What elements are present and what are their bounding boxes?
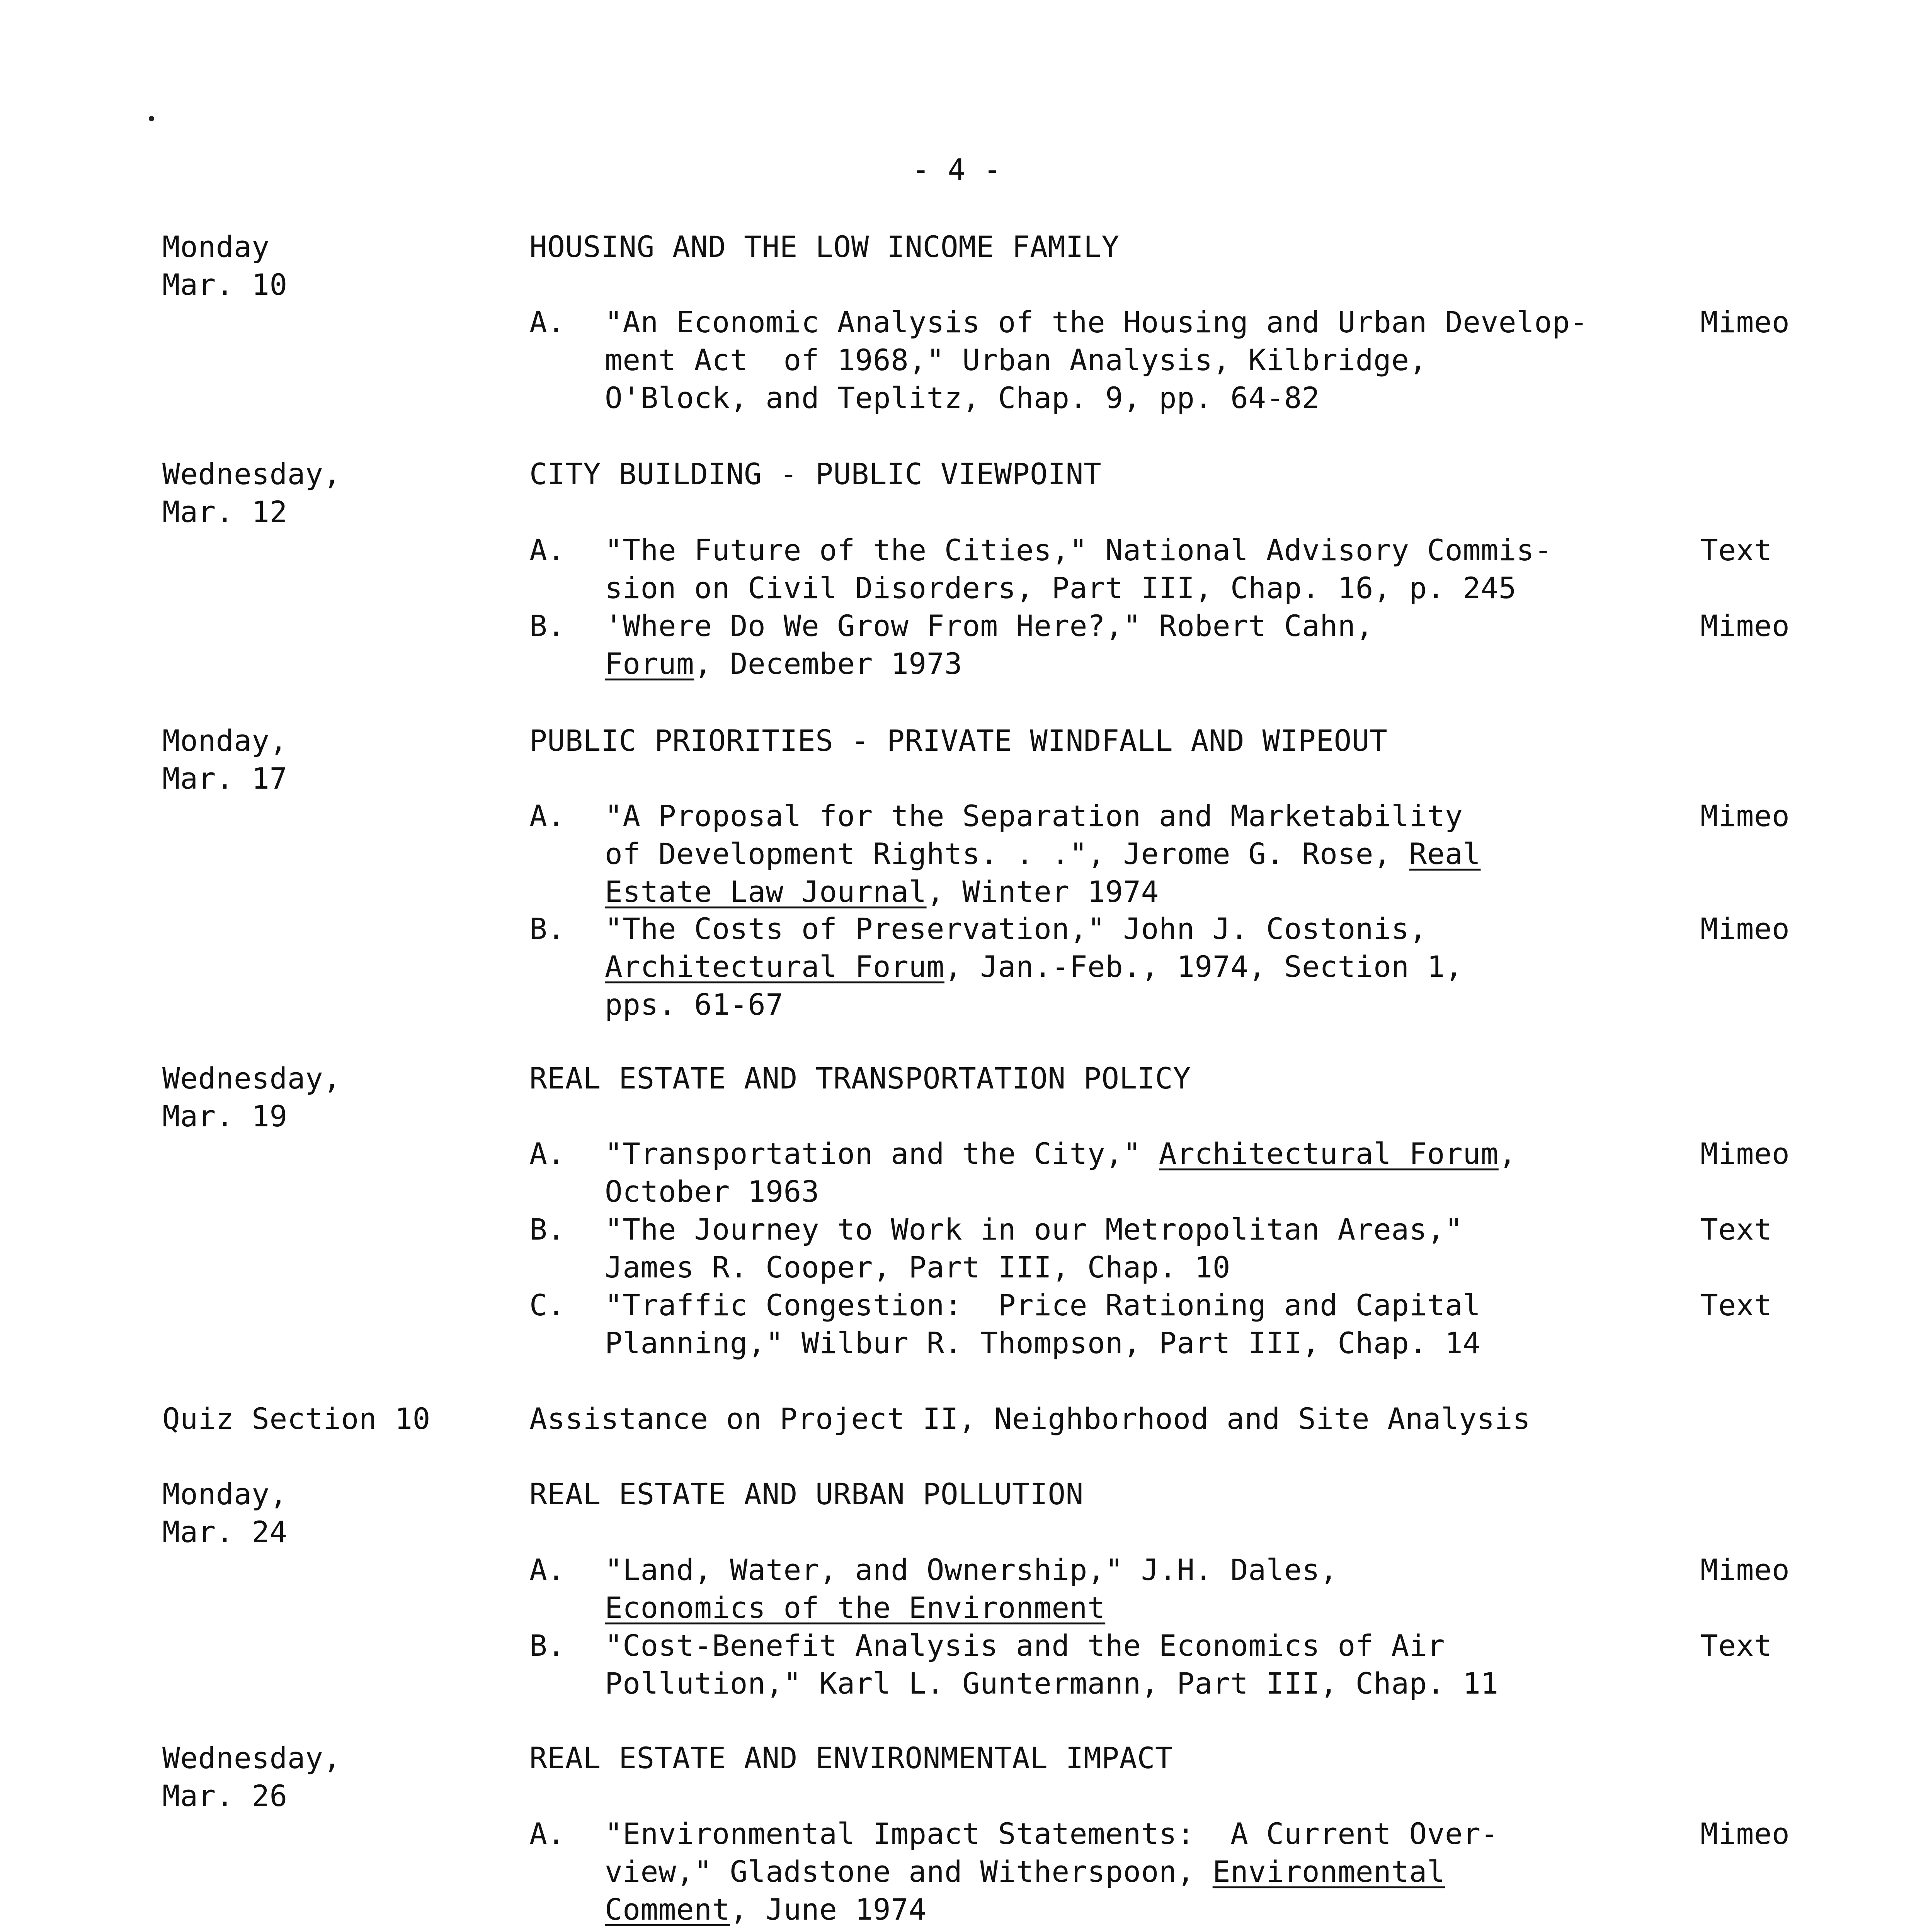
item-source: Mimeo bbox=[1700, 1816, 1790, 1851]
reading-line: "Land, Water, and Ownership," J.H. Dales, bbox=[605, 1553, 1338, 1587]
session-date: Mar. 19 bbox=[162, 1099, 288, 1133]
reading-line bbox=[605, 1589, 1105, 1627]
item-source: Mimeo bbox=[1700, 799, 1790, 833]
citation-detail: "Transportation and the City," bbox=[605, 1136, 1159, 1171]
publication-title: Environmental bbox=[1212, 1854, 1445, 1889]
publication-title: Real bbox=[1409, 837, 1481, 871]
reading-line: 'Where Do We Grow From Here?," Robert Cahn, bbox=[605, 609, 1374, 643]
item-letter: A. bbox=[529, 1136, 565, 1171]
reading-line: "The Journey to Work in our Metropolitan Areas," bbox=[605, 1212, 1463, 1247]
item-letter: B. bbox=[529, 912, 565, 946]
session-heading: REAL ESTATE AND ENVIRONMENTAL IMPACT bbox=[529, 1741, 1173, 1775]
reading-line: Planning," Wilbur R. Thompson, Part III, Chap. 14 bbox=[605, 1326, 1481, 1360]
item-letter: B. bbox=[529, 1628, 565, 1663]
reading-line: "The Costs of Preservation," John J. Costonis, bbox=[605, 912, 1427, 946]
publication-title: Economics of the Environment bbox=[605, 1590, 1106, 1625]
session-date: Mar. 12 bbox=[162, 495, 288, 529]
citation-detail: of Development Rights. . .", Jerome G. Rose, bbox=[605, 837, 1409, 871]
publication-title: Architectural Forum bbox=[605, 949, 944, 984]
item-source: Text bbox=[1700, 1212, 1772, 1247]
reading-line: "Traffic Congestion: Price Rationing and Capital bbox=[605, 1288, 1481, 1322]
session-date: Mar. 26 bbox=[162, 1779, 288, 1813]
reading-line: ment Act of 1968," Urban Analysis, Kilbridge, bbox=[605, 343, 1427, 377]
citation-detail: , Winter 1974 bbox=[926, 874, 1159, 909]
reading-line bbox=[605, 1891, 927, 1929]
item-source: Mimeo bbox=[1700, 1553, 1790, 1587]
session-heading: CITY BUILDING - PUBLIC VIEWPOINT bbox=[529, 457, 1102, 491]
reading-line: "An Economic Analysis of the Housing and Urban Develop- bbox=[605, 305, 1588, 339]
stray-mark bbox=[149, 116, 154, 121]
item-letter: A. bbox=[529, 1816, 565, 1851]
session-date: Mar. 24 bbox=[162, 1515, 288, 1549]
reading-line: sion on Civil Disorders, Part III, Chap. 16, p. 245 bbox=[605, 571, 1517, 605]
reading-line: "Cost-Benefit Analysis and the Economics of Air bbox=[605, 1628, 1445, 1663]
reading-line: Pollution," Karl L. Guntermann, Part III, Chap. 11 bbox=[605, 1666, 1499, 1701]
session-heading: HOUSING AND THE LOW INCOME FAMILY bbox=[529, 230, 1120, 264]
item-letter: A. bbox=[529, 799, 565, 833]
item-source: Text bbox=[1700, 533, 1772, 567]
publication-title: Forum bbox=[605, 646, 694, 681]
item-source: Text bbox=[1700, 1288, 1772, 1322]
reading-line: "The Future of the Cities," National Advisory Commis- bbox=[605, 533, 1552, 567]
reading-line: "Environmental Impact Statements: A Current Over- bbox=[605, 1816, 1499, 1851]
reading-line bbox=[605, 948, 1463, 986]
reading-line bbox=[605, 873, 1159, 911]
reading-line bbox=[605, 835, 1481, 873]
item-source: Mimeo bbox=[1700, 1136, 1790, 1171]
reading-line: October 1963 bbox=[605, 1174, 820, 1209]
reading-line: "A Proposal for the Separation and Marketability bbox=[605, 799, 1463, 833]
citation-detail: , December 1973 bbox=[694, 646, 963, 681]
session-heading: REAL ESTATE AND TRANSPORTATION POLICY bbox=[529, 1061, 1191, 1095]
citation-detail: , bbox=[1498, 1136, 1517, 1171]
reading-line: pps. 61-67 bbox=[605, 987, 784, 1022]
item-letter: C. bbox=[529, 1288, 565, 1322]
quiz-section-topic: Assistance on Project II, Neighborhood and Site Analysis bbox=[529, 1401, 1531, 1436]
item-source: Mimeo bbox=[1700, 609, 1790, 643]
item-letter: A. bbox=[529, 533, 565, 567]
session-heading: PUBLIC PRIORITIES - PRIVATE WINDFALL AND WIPEOUT bbox=[529, 723, 1388, 758]
session-day: Wednesday, bbox=[162, 1741, 341, 1775]
session-day: Monday, bbox=[162, 723, 288, 758]
session-day: Wednesday, bbox=[162, 457, 341, 491]
session-date: Mar. 17 bbox=[162, 761, 288, 796]
item-letter: A. bbox=[529, 1553, 565, 1587]
citation-detail: , Jan.-Feb., 1974, Section 1, bbox=[944, 949, 1463, 984]
session-day: Monday bbox=[162, 230, 270, 264]
session-heading: REAL ESTATE AND URBAN POLLUTION bbox=[529, 1477, 1084, 1511]
reading-line bbox=[605, 1135, 1516, 1173]
item-source: Mimeo bbox=[1700, 305, 1790, 339]
publication-title: Comment bbox=[605, 1892, 730, 1927]
session-date: Mar. 10 bbox=[162, 267, 288, 302]
item-source: Text bbox=[1700, 1628, 1772, 1663]
page-number: - 4 - bbox=[912, 152, 1002, 187]
session-day: Monday, bbox=[162, 1477, 288, 1511]
publication-title: Architectural Forum bbox=[1159, 1136, 1499, 1171]
item-letter: B. bbox=[529, 609, 565, 643]
item-letter: A. bbox=[529, 305, 565, 339]
citation-detail: view," Gladstone and Witherspoon, bbox=[605, 1854, 1213, 1889]
quiz-section-label: Quiz Section 10 bbox=[162, 1401, 431, 1436]
citation-detail: , June 1974 bbox=[730, 1892, 927, 1927]
reading-line: O'Block, and Teplitz, Chap. 9, pp. 64-82 bbox=[605, 381, 1320, 415]
item-source: Mimeo bbox=[1700, 912, 1790, 946]
reading-line: James R. Cooper, Part III, Chap. 10 bbox=[605, 1250, 1230, 1284]
item-letter: B. bbox=[529, 1212, 565, 1247]
publication-title: Estate Law Journal bbox=[605, 874, 927, 909]
session-day: Wednesday, bbox=[162, 1061, 341, 1095]
reading-line bbox=[605, 645, 962, 683]
reading-line bbox=[605, 1853, 1445, 1891]
